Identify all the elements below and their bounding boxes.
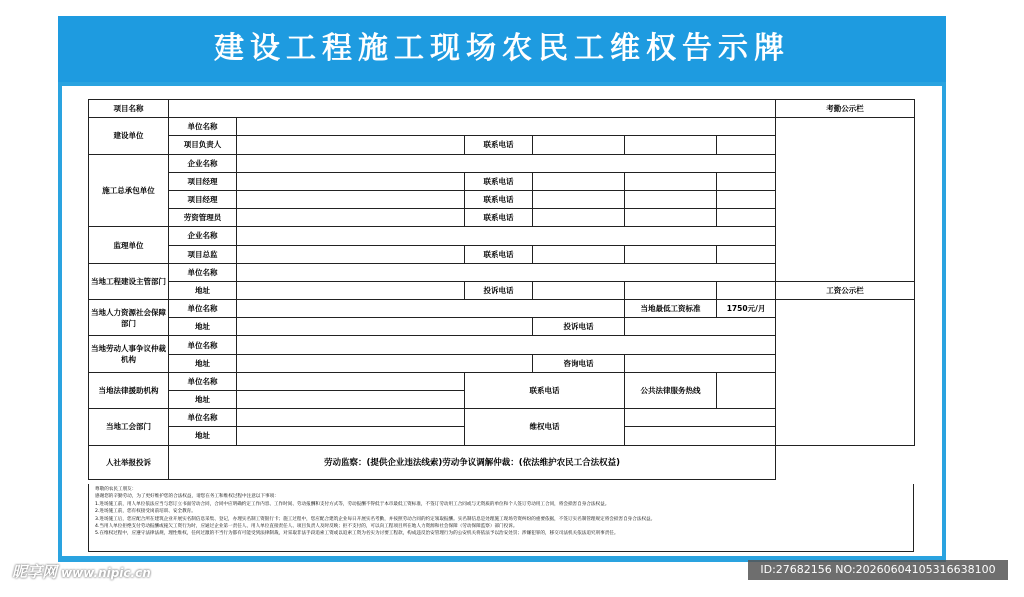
page-title: 建设工程施工现场农民工维权告示牌 xyxy=(214,31,790,66)
info-table xyxy=(88,99,915,480)
project-name-value xyxy=(169,100,776,118)
table-row xyxy=(89,118,915,136)
notes-line: 5.在维权过程中，应遵守法律法规，理性维权，任何过激的不当行为都有可能受到法律制裁，对采取非法手段追索工资或以追索工资为名实为讨要工程款，构成违反治安管理行为的公安机关将依法予以治安处罚；涉嫌犯罪的，移交司法机关依法追究刑事责任。 xyxy=(95,531,619,537)
supervision-unit-label: 监理单位 xyxy=(89,227,169,263)
labor-arbitration-label: 当地劳动人事争议仲裁机构 xyxy=(89,336,169,372)
hr-report-text: 劳动监察：(提供企业违法线索)劳动争议调解仲裁：(依法维护农民工合法权益) xyxy=(169,445,776,479)
project-name-label: 项目名称 xyxy=(89,100,169,118)
address-label: 地址 xyxy=(169,318,237,336)
hr-report-label: 人社举报投诉 xyxy=(89,445,169,479)
notes-line: 尊敬的农民工朋友： xyxy=(95,487,137,492)
general-contractor-label: 施工总承包单位 xyxy=(89,154,169,227)
project-manager-label: 项目经理 xyxy=(169,190,237,208)
min-wage-label: 当地最低工资标准 xyxy=(625,300,717,318)
address-label: 地址 xyxy=(169,281,237,299)
legal-hotline-label: 公共法律服务热线 xyxy=(625,372,717,408)
unit-name-label: 单位名称 xyxy=(169,336,237,354)
table-row xyxy=(89,100,915,118)
address-label: 地址 xyxy=(169,354,237,372)
project-manager-label: 项目经理 xyxy=(169,172,237,190)
contact-phone-label: 联系电话 xyxy=(465,172,533,190)
address-label: 地址 xyxy=(169,391,237,409)
complaint-phone-label: 投诉电话 xyxy=(465,281,533,299)
company-name-label: 企业名称 xyxy=(169,227,237,245)
watermark-url: www.nipic.cn xyxy=(61,566,151,580)
company-name-label: 企业名称 xyxy=(169,154,237,172)
notes-line: 1.进场施工前，用人单位依法应当与您订立书面劳动合同，合同中应明确约定工作内容、工作时间、劳动报酬和支付方式等，劳动报酬不得低于本市最低工资标准，不签订劳动用工合同或与无资质的单位和个人签订劳动用工合同，将会损害自身合法权益。 xyxy=(95,501,610,507)
contact-phone-label: 联系电话 xyxy=(465,136,533,154)
notes-line: 2.进场施工前，您有权接受岗前培训、安全教育。 xyxy=(95,509,196,515)
complaint-phone-label: 投诉电话 xyxy=(533,318,625,336)
contact-phone-label: 联系电话 xyxy=(465,190,533,208)
unit-name-label: 单位名称 xyxy=(169,263,237,281)
watermark-id: ID:27682156 NO:20260604105316638100 xyxy=(748,560,1008,580)
notes-section xyxy=(88,484,914,552)
header-banner xyxy=(58,16,946,82)
notes-line: 3.进场施工后，您应配合所在建筑企业开展实名制信息采集、登记，办理实名制工资银行卡；施工过程中，您应配合建筑企业每日开展实名考勤，并按照劳动合同的约定领取报酬。实名制信息是处理施工现场劳资纠纷的重要依据，不签订实名制管理规定将会损害自身合法权益。 xyxy=(95,516,656,522)
min-wage-value: 1750元/月 xyxy=(717,300,776,318)
unit-name-label: 单位名称 xyxy=(169,372,237,390)
labor-manager-label: 劳资管理员 xyxy=(169,209,237,227)
table-row xyxy=(89,300,915,318)
wage-board-title: 工资公示栏 xyxy=(776,281,915,299)
address-label: 地址 xyxy=(169,427,237,445)
contact-phone-label: 联系电话 xyxy=(465,245,533,263)
legal-aid-label: 当地法律援助机构 xyxy=(89,372,169,408)
construction-authority-label: 当地工程建设主管部门 xyxy=(89,263,169,299)
contact-phone-label: 联系电话 xyxy=(465,372,625,408)
attendance-board-title: 考勤公示栏 xyxy=(776,100,915,118)
attendance-board-area xyxy=(776,118,915,282)
rights-phone-label: 维权电话 xyxy=(465,409,625,445)
unit-name-label: 单位名称 xyxy=(169,118,237,136)
contact-phone-label: 联系电话 xyxy=(465,209,533,227)
watermark-site: 昵享网 xyxy=(12,563,58,581)
table-row xyxy=(89,445,915,479)
chief-supervisor-label: 项目总监 xyxy=(169,245,237,263)
construction-unit-label: 建设单位 xyxy=(89,118,169,154)
hr-department-label: 当地人力资源社会保障部门 xyxy=(89,300,169,336)
table-row xyxy=(89,281,915,299)
trade-union-label: 当地工会部门 xyxy=(89,409,169,445)
project-leader-label: 项目负责人 xyxy=(169,136,237,154)
wage-board-area xyxy=(776,300,915,446)
notes-line: 感谢您的辛勤劳动，为了更好维护您的合法权益，请您在务工和维权过程中注意以下事项： xyxy=(95,494,279,500)
watermark-logo xyxy=(12,561,151,582)
notes-line: 4.当用人单位拒绝支付劳动报酬或拖欠工资行为时，应通过企业第一责任人、用人单位直接责任人、项目负责人及时反映；拒不支付的，可以向工程项目所在地人力资源和社会保障（劳动保障监察）部门投诉。 xyxy=(95,524,518,530)
consult-phone-label: 咨询电话 xyxy=(533,354,625,372)
unit-name-label: 单位名称 xyxy=(169,300,237,318)
unit-name-label: 单位名称 xyxy=(169,409,237,427)
